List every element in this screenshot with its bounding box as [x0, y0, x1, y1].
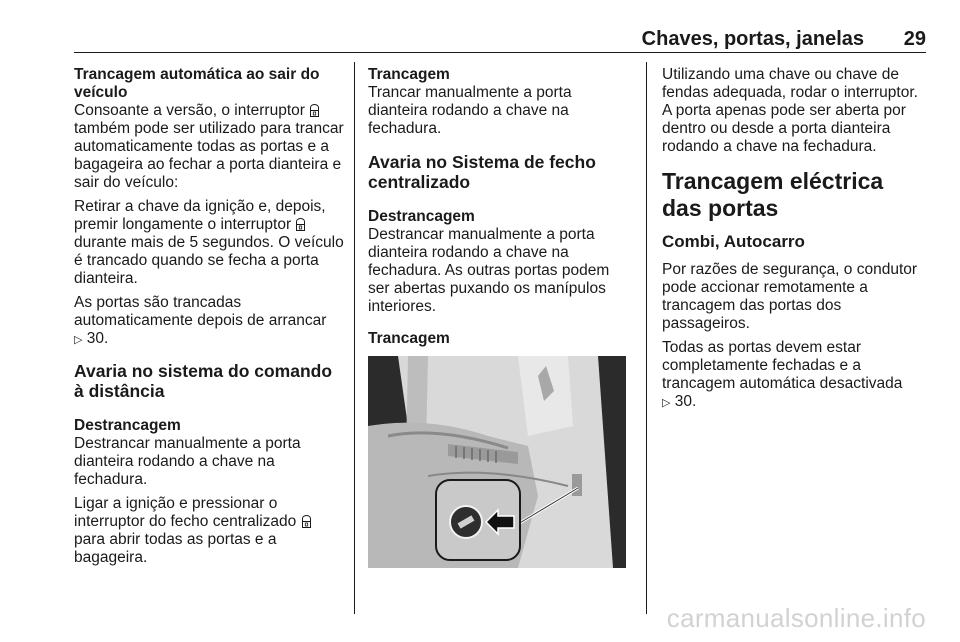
- door-lock-illustration: [368, 356, 626, 568]
- lock-switch-icon: [301, 515, 312, 528]
- paragraph: [662, 339, 928, 412]
- text: também pode ser utilizado para trancar automaticamente todas as portas e a bagageira ao fechar a porta dianteira e sair do veículo:: [74, 120, 344, 191]
- column-divider: [646, 62, 647, 614]
- page-reference[interactable]: 30.: [674, 393, 697, 410]
- column-divider: [354, 62, 355, 614]
- text: Consoante a versão, o interruptor: [74, 102, 305, 119]
- page-number: 29: [903, 28, 926, 50]
- header-rule: [74, 52, 926, 53]
- subheading-unlocking: Destrancagem: [368, 208, 475, 225]
- lock-switch-icon: [309, 104, 320, 117]
- text: As portas são trancadas automaticamente depois de arrancar: [74, 294, 327, 329]
- column-3: [662, 66, 928, 418]
- header-title: Chaves, portas, janelas: [641, 28, 864, 50]
- column-1: [74, 66, 344, 573]
- page-reference-arrow-icon: ▷: [74, 334, 83, 346]
- watermark: carmanualsonline.info: [666, 603, 926, 633]
- paragraph: [74, 198, 344, 288]
- paragraph: Por razões de segurança, o condutor pode accionar remotamente a trancagem das portas dos passageiros.: [662, 261, 918, 332]
- heading-remote-failure: Avaria no sistema do comando à distância: [74, 361, 333, 401]
- heading-combi-bus: Combi, Autocarro: [662, 232, 805, 251]
- subheading-locking: Trancagem: [368, 66, 450, 83]
- paragraph: Trancar manualmente a porta dianteira rodando a chave na fechadura.: [368, 84, 572, 137]
- text: Ligar a ignição e pressionar o interruptor do fecho centralizado: [74, 495, 297, 530]
- text: para abrir todas as portas e a bagageira.: [74, 531, 277, 566]
- subheading-unlocking: Destrancagem: [74, 417, 181, 434]
- paragraph: Destrancar manualmente a porta dianteira rodando a chave na fechadura.: [74, 435, 301, 488]
- paragraph: Utilizando uma chave ou chave de fendas adequada, rodar o interruptor. A porta apenas pode ser aberta por dentro ou desde a porta dianteira rodando a chave na fechadura.: [662, 66, 918, 155]
- text: durante mais de 5 segundos. O veículo é trancado quando se fecha a porta dianteira.: [74, 234, 344, 287]
- text: Retirar a chave da ignição e, depois, premir longamente o interruptor: [74, 198, 326, 233]
- lock-switch-icon: [295, 218, 306, 231]
- paragraph: Destrancar manualmente a porta dianteira rodando a chave na fechadura. As outras portas podem ser abertas puxando os manípulos interiores.: [368, 226, 610, 315]
- column-2: [368, 66, 630, 348]
- subheading-auto-lock: Trancagem automática ao sair do veículo: [74, 66, 320, 101]
- paragraph: [74, 495, 344, 567]
- page-reference[interactable]: 30.: [86, 330, 109, 347]
- paragraph: [74, 102, 344, 192]
- page-reference-arrow-icon: ▷: [662, 397, 671, 409]
- paragraph: [74, 294, 344, 349]
- text: Todas as portas devem estar completamente fechadas e a trancagem automática desactivada: [662, 339, 903, 392]
- running-header: [74, 28, 926, 50]
- subheading-locking: Trancagem: [368, 330, 450, 347]
- heading-electric-locking: Trancagem eléctrica das portas: [662, 168, 884, 221]
- heading-central-lock-failure: Avaria no Sistema de fecho centralizado: [368, 152, 596, 192]
